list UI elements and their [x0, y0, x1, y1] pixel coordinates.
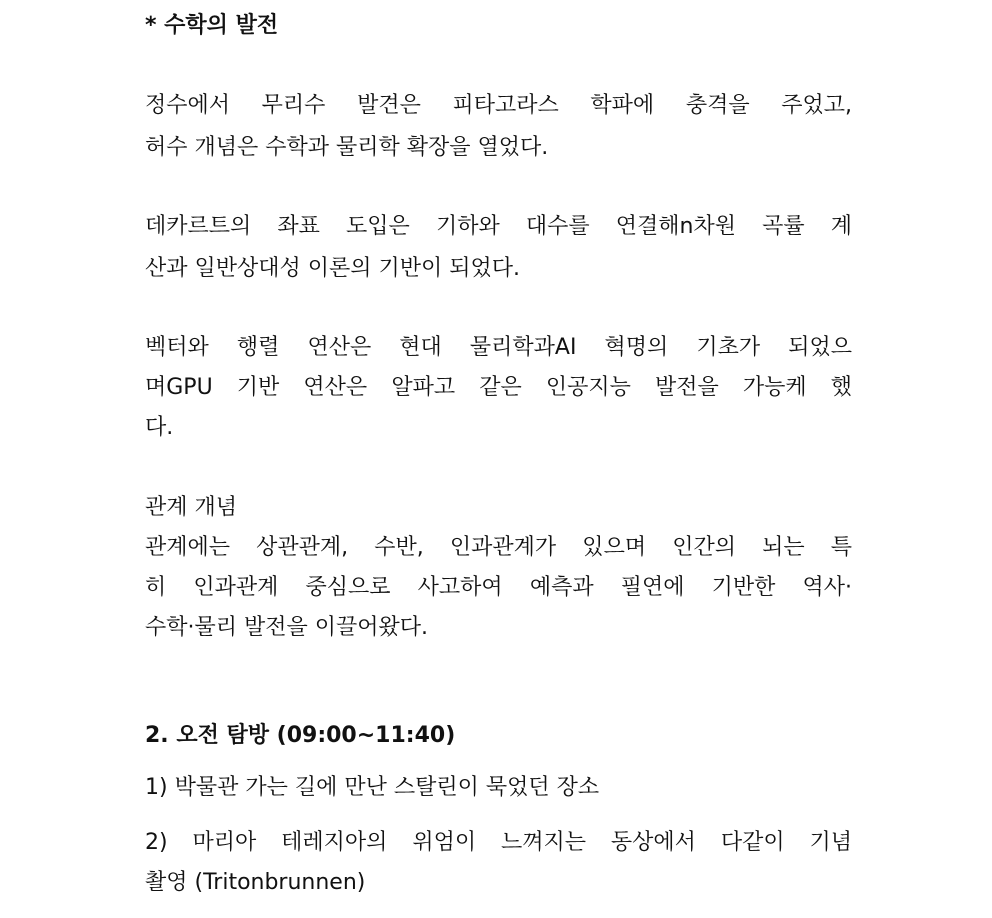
paragraph-line: 히 인과관계 중심으로 사고하여 예측과 필연에 기반한 역사·	[145, 575, 852, 600]
list-item: 2) 마리아 테레지아의 위엄이 느껴지는 동상에서 다같이 기념	[145, 830, 852, 855]
paragraph-line: 며GPU 기반 연산은 알파고 같은 인공지능 발전을 가능케 했	[145, 375, 852, 400]
list-item: 1) 박물관 가는 길에 만난 스탈린이 묵었던 장소	[145, 775, 600, 800]
paragraph-line: 관계에는 상관관계, 수반, 인과관계가 있으며 인간의 뇌는 특	[145, 535, 852, 560]
tour-section-heading: 2. 오전 탐방 (09:00~11:40)	[145, 723, 456, 748]
paragraph-line: 산과 일반상대성 이론의 기반이 되었다.	[145, 256, 520, 281]
paragraph-line: 다.	[145, 415, 174, 440]
paragraph-line: 수학·물리 발전을 이끌어왔다.	[145, 615, 428, 640]
paragraph-line: 벡터와 행렬 연산은 현대 물리학과AI 혁명의 기초가 되었으	[145, 335, 852, 360]
paragraph-line: 허수 개념은 수학과 물리학 확장을 열었다.	[145, 135, 549, 160]
paragraph-line: 데카르트의 좌표 도입은 기하와 대수를 연결해n차원 곡률 계	[145, 214, 852, 239]
list-item-continuation: 촬영 (Tritonbrunnen)	[145, 870, 366, 895]
paragraph-line: 정수에서 무리수 발견은 피타고라스 학파에 충격을 주었고,	[145, 93, 852, 118]
math-section-heading: * 수학의 발전	[145, 13, 279, 38]
relation-subheading: 관계 개념	[145, 495, 238, 520]
